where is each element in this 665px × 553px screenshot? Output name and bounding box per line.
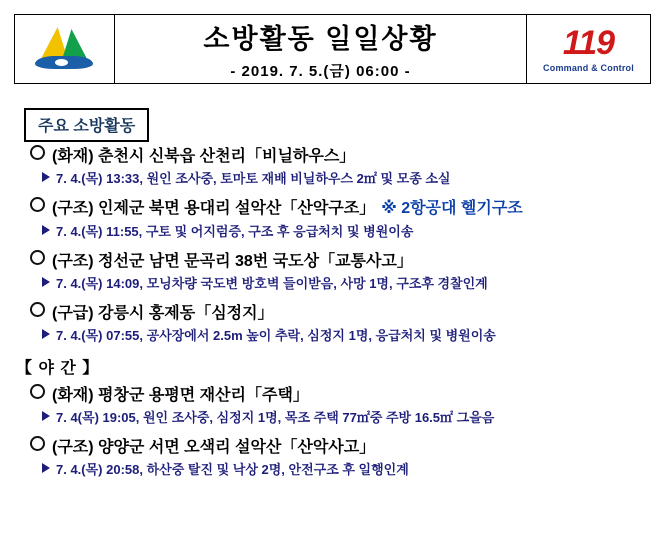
list-item: [0, 384, 665, 427]
entry-title: [0, 197, 665, 220]
brand-block: [526, 15, 650, 83]
entry-detail-text: 7. 4.(목) 20:58, 하산중 탈진 및 낙상 2명, 안전구조 후 일행인계: [56, 462, 409, 478]
ring-bullet-icon: [30, 197, 45, 212]
entry-detail: [0, 461, 665, 479]
entry-title: [0, 436, 665, 459]
entry-title: [0, 145, 665, 168]
agency-logo: [15, 15, 115, 83]
entry-detail-text: 7. 4.(목) 11:55, 구토 및 어지럼증, 구조 후 응급처치 및 병원이송: [56, 223, 414, 239]
triangle-bullet-icon: [42, 225, 50, 235]
ring-bullet-icon: [30, 250, 45, 265]
list-item: [0, 302, 665, 345]
entry-detail: [0, 409, 665, 427]
entry-title-text: (구급) 강릉시 홍제동「심정지」: [52, 305, 274, 323]
entry-title-text: (구조) 인제군 북면 용대리 설악산「산악구조」: [52, 200, 376, 218]
list-item: [0, 197, 665, 240]
entry-detail-text: 7. 4.(목) 07:55, 공사장에서 2.5m 높이 추락, 심정지 1명, 응급처치 및 병원이송: [56, 328, 496, 344]
entry-title: [0, 302, 665, 325]
entry-detail-text: 7. 4(목) 19:05, 원인 조사중, 심정지 1명, 목조 주택 77㎡중 주방 16.5㎡ 그을음: [56, 409, 495, 425]
list-item: [0, 145, 665, 188]
entry-detail: [0, 170, 665, 188]
gangwon-emblem-icon: [33, 27, 97, 71]
entry-detail-text: 7. 4.(목) 13:33, 원인 조사중, 토마토 재배 비닐하우스 2㎡ 및 모종 소실: [56, 171, 451, 187]
triangle-bullet-icon: [42, 277, 50, 287]
entry-note: ※ 2항공대 헬기구조: [381, 200, 523, 218]
ring-bullet-icon: [30, 436, 45, 451]
section-title: 주요 소방활동: [24, 108, 149, 142]
entry-detail-text: 7. 4.(목) 14:09, 모닝차량 국도변 방호벽 들이받음, 사망 1명, 구조후 경찰인계: [56, 275, 488, 291]
brand-119-icon: 119: [562, 23, 615, 62]
triangle-bullet-icon: [42, 463, 50, 473]
activity-list: [0, 145, 665, 488]
page-subtitle: - 2019. 7. 5.(금) 06:00 -: [230, 63, 411, 80]
entry-detail: [0, 327, 665, 345]
title-block: [115, 15, 526, 83]
triangle-bullet-icon: [42, 329, 50, 339]
ring-bullet-icon: [30, 384, 45, 399]
document-header: [14, 14, 651, 84]
entry-title-text: (화재) 춘천시 신북읍 산천리「비닐하우스」: [52, 148, 356, 165]
entry-detail: [0, 275, 665, 293]
triangle-bullet-icon: [42, 411, 50, 421]
list-item: [0, 436, 665, 479]
night-section-header: 【 야 간 】: [16, 359, 100, 377]
entry-title-text: (구조) 정선군 남면 문곡리 38번 국도상「교통사고」: [52, 252, 413, 270]
entry-title: [0, 250, 665, 273]
triangle-bullet-icon: [42, 172, 50, 182]
entry-title: [0, 384, 665, 407]
entry-title-text: (구조) 양양군 서면 오색리 설악산「산악사고」: [52, 438, 376, 456]
ring-bullet-icon: [30, 145, 45, 160]
entry-detail: [0, 223, 665, 241]
ring-bullet-icon: [30, 302, 45, 317]
entry-title-text: (화재) 평창군 용평면 재산리「주택」: [52, 386, 309, 404]
list-item: [0, 250, 665, 293]
page-title: 소방활동 일일상황: [203, 24, 438, 54]
brand-caption: Command & Control: [543, 62, 634, 73]
